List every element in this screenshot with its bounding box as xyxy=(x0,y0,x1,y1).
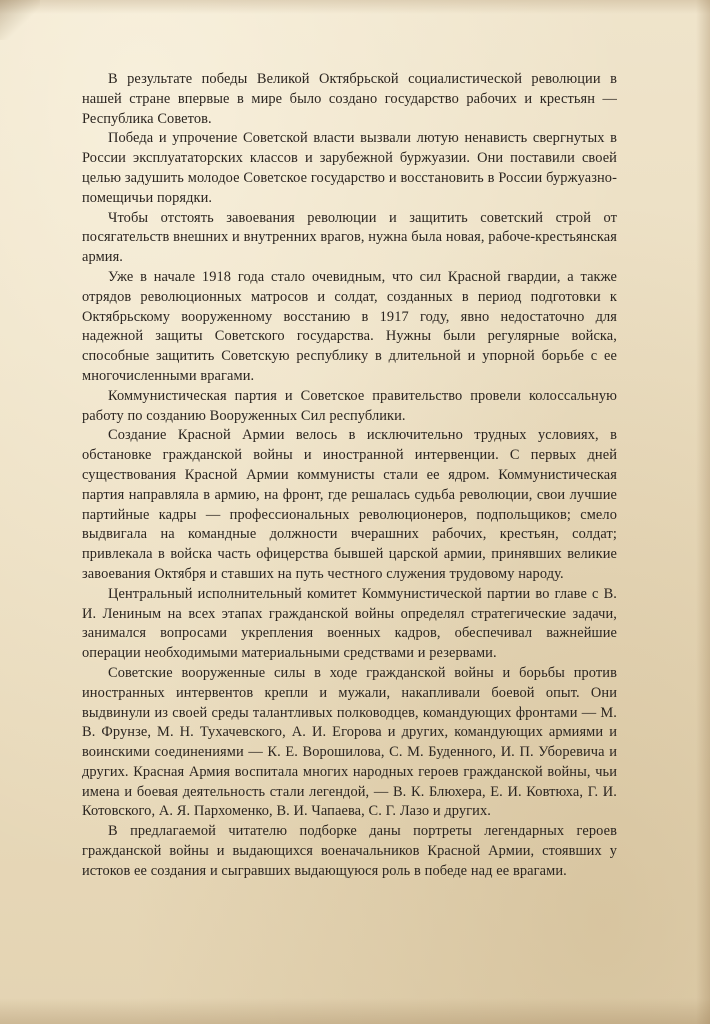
paper-edge-top xyxy=(0,0,710,14)
paragraph-8: Советские вооруженные силы в ходе гражданской войны и борьбы против иностранных интервентов крепли и мужали, накапливали боевой опыт. Они выдвинули из своей среды талантливых полководцев, командующих фронтами — М. В. Фрунзе, М. Н. Тухачевского, А. И. Егорова и других, командующих армиями и воинскими соединениями — К. Е. Ворошилова, С. М. Буденного, И. П. Уборевича и других. Красная Армия воспитала многих народных героев гражданской войны, чьи имена и боевая деятельность стали легендой, — В. К. Блюхера, Е. И. Ковтюха, Г. И. Котовского, А. Я. Пархоменко, В. И. Чапаева, С. Г. Лазо и других. xyxy=(82,664,617,820)
paragraph-5: Коммунистическая партия и Советское правительство провели колоссальную работу по созданию Вооруженных Сил республики. xyxy=(82,387,617,424)
paragraph-7: Центральный исполнительный комитет Коммунистической партии во главе с В. И. Лениным на всех этапах гражданской войны определял стратегические задачи, занимался вопросами укрепления военных кадров, обеспечивал важнейшие операции необходимыми материальными средствами и резервами. xyxy=(82,585,617,662)
paragraph-4: Уже в начале 1918 года стало очевидным, что сил Красной гвардии, а также отрядов революционных матросов и солдат, созданных в период подготовки к Октябрьскому вооруженному восстанию в 1917 году, явно недостаточно для надежной защиты Советского государства. Нужны были регулярные войска, способные защитить Советскую республику в длительной и упорной борьбе с ее многочисленными врагами. xyxy=(82,268,617,384)
paragraph-6: Создание Красной Армии велось в исключительно трудных условиях, в обстановке гражданской войны и иностранной интервенции. С первых дней существования Красной Армии коммунисты стали ее ядром. Коммунистическая партия направляла в армию, на фронт, где решалась судьба революции, свои лучшие партийные кадры — профессиональных революционеров, подпольщиков; смело выдвигала на командные должности вчерашних рабочих, крестьян, солдат; привлекала в войска часть офицерства бывшей царской армии, принявших великие завоевания Октября и ставших на путь честного служения трудовому народу. xyxy=(82,427,617,582)
paper-corner-wear xyxy=(0,0,40,40)
paper-edge-right xyxy=(696,0,710,1024)
paragraph-3: Чтобы отстоять завоевания революции и защитить советский строй от посягательств внешних и внутренних врагов, нужна была новая, рабоче-крестьянская армия. xyxy=(82,209,617,266)
paper-edge-bottom xyxy=(0,998,710,1024)
paragraph-2: Победа и упрочение Советской власти вызвали лютую ненависть свергнутых в России эксплуататорских классов и зарубежной буржуазии. Они поставили своей целью задушить молодое Советское государство и восстановить в России буржуазно-помещичьи порядки. xyxy=(82,130,617,206)
paragraph-9: В предлагаемой читателю подборке даны портреты легендарных героев гражданской войны и выдающихся военачальников Красной Армии, стоявших у истоков ее создания и сыгравших выдающуюся роль в победе над ее врагами. xyxy=(82,823,617,879)
article-body xyxy=(82,70,617,882)
paragraph-1: В результате победы Великой Октябрьской социалистической революции в нашей стране впервые в мире было создано государство рабочих и крестьян — Республика Советов. xyxy=(82,71,617,127)
